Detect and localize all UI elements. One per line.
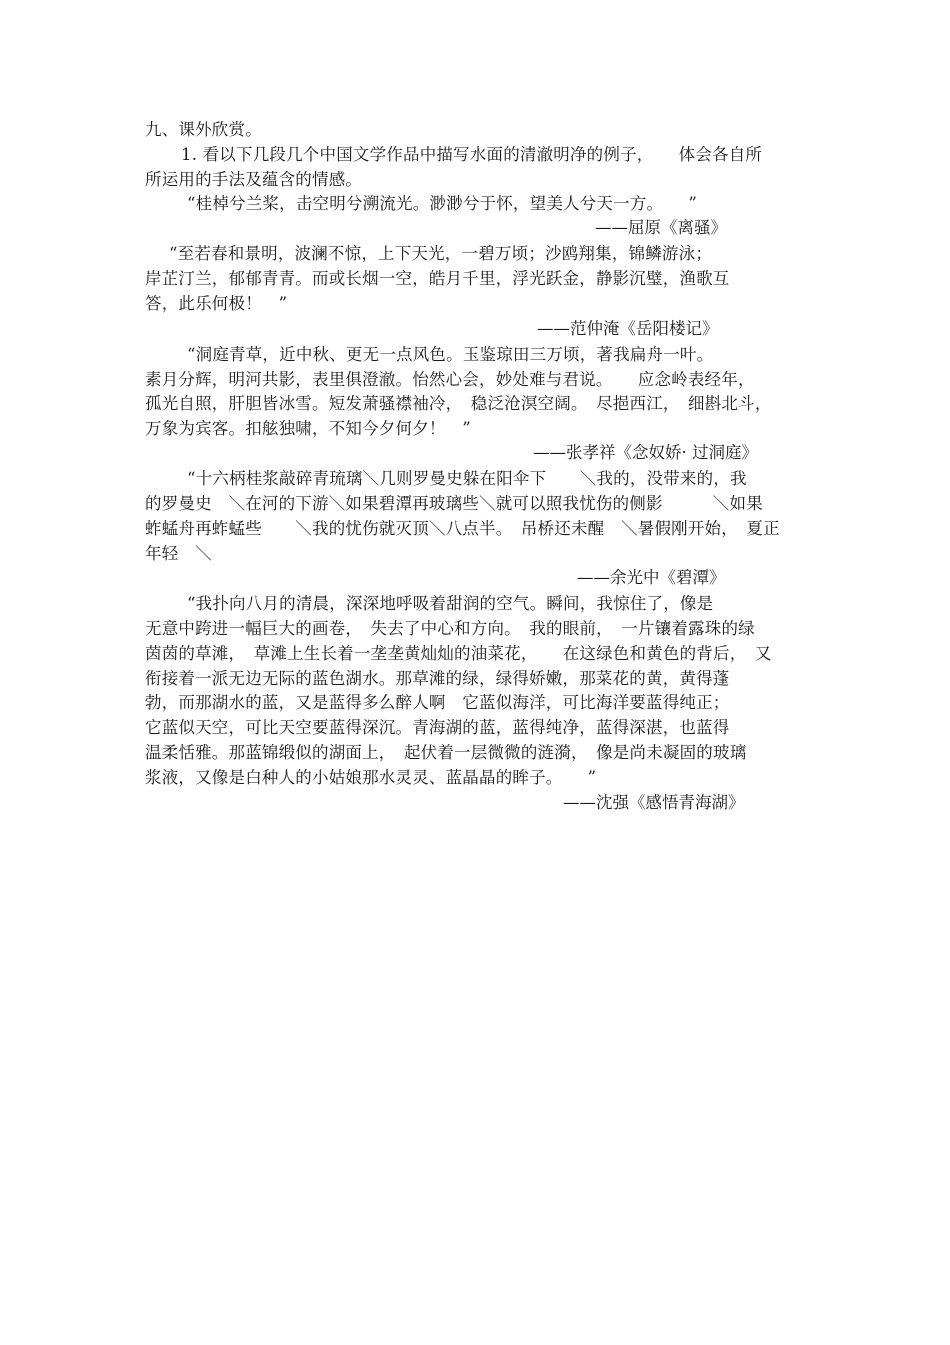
passage-1-attribution: ——屈原《离骚》 <box>595 218 727 237</box>
passage-2-line-1: “至若春和景明，波澜不惊，上下天光，一碧万顷；沙鸥翔集，锦鳞游泳； <box>169 244 713 263</box>
passage-4-attribution: ——余光中《碧潭》 <box>577 568 726 587</box>
passage-3-line-1: “洞庭青草，近中秋、更无一点风色。玉鉴琼田三万顷，著我扁舟一叶。 <box>187 345 714 364</box>
passage-2-line-2: 岸芷汀兰，郁郁青青。而或长烟一空，皓月千里，浮光跃金，静影沉璧，渔歌互 <box>145 269 730 288</box>
passage-2-line-3: 答，此乐何极！ ” <box>145 294 288 313</box>
passage-5-line-6: 它蓝似天空，可比天空要蓝得深沉。青海湖的蓝，蓝得纯净，蓝得深湛，也蓝得 <box>145 718 730 737</box>
passage-5-line-8: 浆液，又像是白种人的小姑娘那水灵灵、蓝晶晶的眸子。 ” <box>145 768 597 787</box>
passage-5-line-4: 衔接着一派无边无际的蓝色湖水。那草滩的绿，绿得娇嫩，那菜花的黄，黄得蓬 <box>145 669 730 688</box>
passage-5-line-2: 无意中跨进一幅巨大的画卷， 失去了中心和方向。 我的眼前， 一片镶着露珠的绿 <box>145 619 755 638</box>
passage-5-attribution: ——沈强《感悟青海湖》 <box>563 793 745 812</box>
passage-5-line-5: 勃，而那湖水的蓝，又是蓝得多么醉人啊 它蓝似海洋，可比海洋要蓝得纯正； <box>145 693 730 712</box>
question-line-1: 1. 看以下几段几个中国文学作品中描写水面的清澈明净的例子， 体会各自所 <box>181 145 763 164</box>
passage-3-line-2: 素月分辉，明河共影，表里俱澄澈。怡然心会，妙处难与君说。 应念岭表经年， <box>145 370 755 389</box>
passage-4-line-2: 的罗曼史 ＼在河的下游＼如果碧潭再玻璃些＼就可以照我忧伤的侧影 ＼如果 <box>145 494 763 513</box>
passage-1-line-1: “桂棹兮兰桨，击空明兮溯流光。渺渺兮于怀，望美人兮天一方。 ” <box>187 194 698 213</box>
passage-4-line-3: 蚱蜢舟再蚱蜢些 ＼我的忧伤就灭顶＼八点半。 吊桥还未醒 ＼暑假刚开始， 夏正 <box>145 519 780 538</box>
passage-3-line-4: 万象为宾客。扣舷独啸，不知今夕何夕！ ” <box>145 419 471 438</box>
passage-3-line-3: 孤光自照，肝胆皆冰雪。短发萧骚襟袖冷， 稳泛沧溟空阔。 尽挹西江， 细斟北斗， <box>145 394 772 413</box>
passage-3-attribution: ——张孝祥《念奴娇· 过洞庭》 <box>533 443 758 462</box>
section-heading: 九、课外欣赏。 <box>145 120 262 139</box>
passage-4-line-1: “十六柄桂浆敲碎青琉璃＼几则罗曼史躲在阳伞下 ＼我的，没带来的，我 <box>187 469 747 488</box>
passage-4-line-4: 年轻 ＼ <box>145 544 212 563</box>
passage-2-attribution: ——范仲淹《岳阳楼记》 <box>537 319 719 338</box>
passage-5-line-3: 茵茵的草滩， 草滩上生长着一垄垄黄灿灿的油菜花， 在这绿色和黄色的背后， 又 <box>145 644 772 663</box>
question-line-2: 所运用的手法及蕴含的情感。 <box>145 170 363 189</box>
passage-5-line-1: “我扑向八月的清晨，深深地呼吸着甜润的空气。瞬间，我惊住了，像是 <box>187 594 714 613</box>
passage-5-line-7: 温柔恬雅。那蓝锦缎似的湖面上， 起伏着一层微微的涟漪， 像是尚未凝固的玻璃 <box>145 743 747 762</box>
